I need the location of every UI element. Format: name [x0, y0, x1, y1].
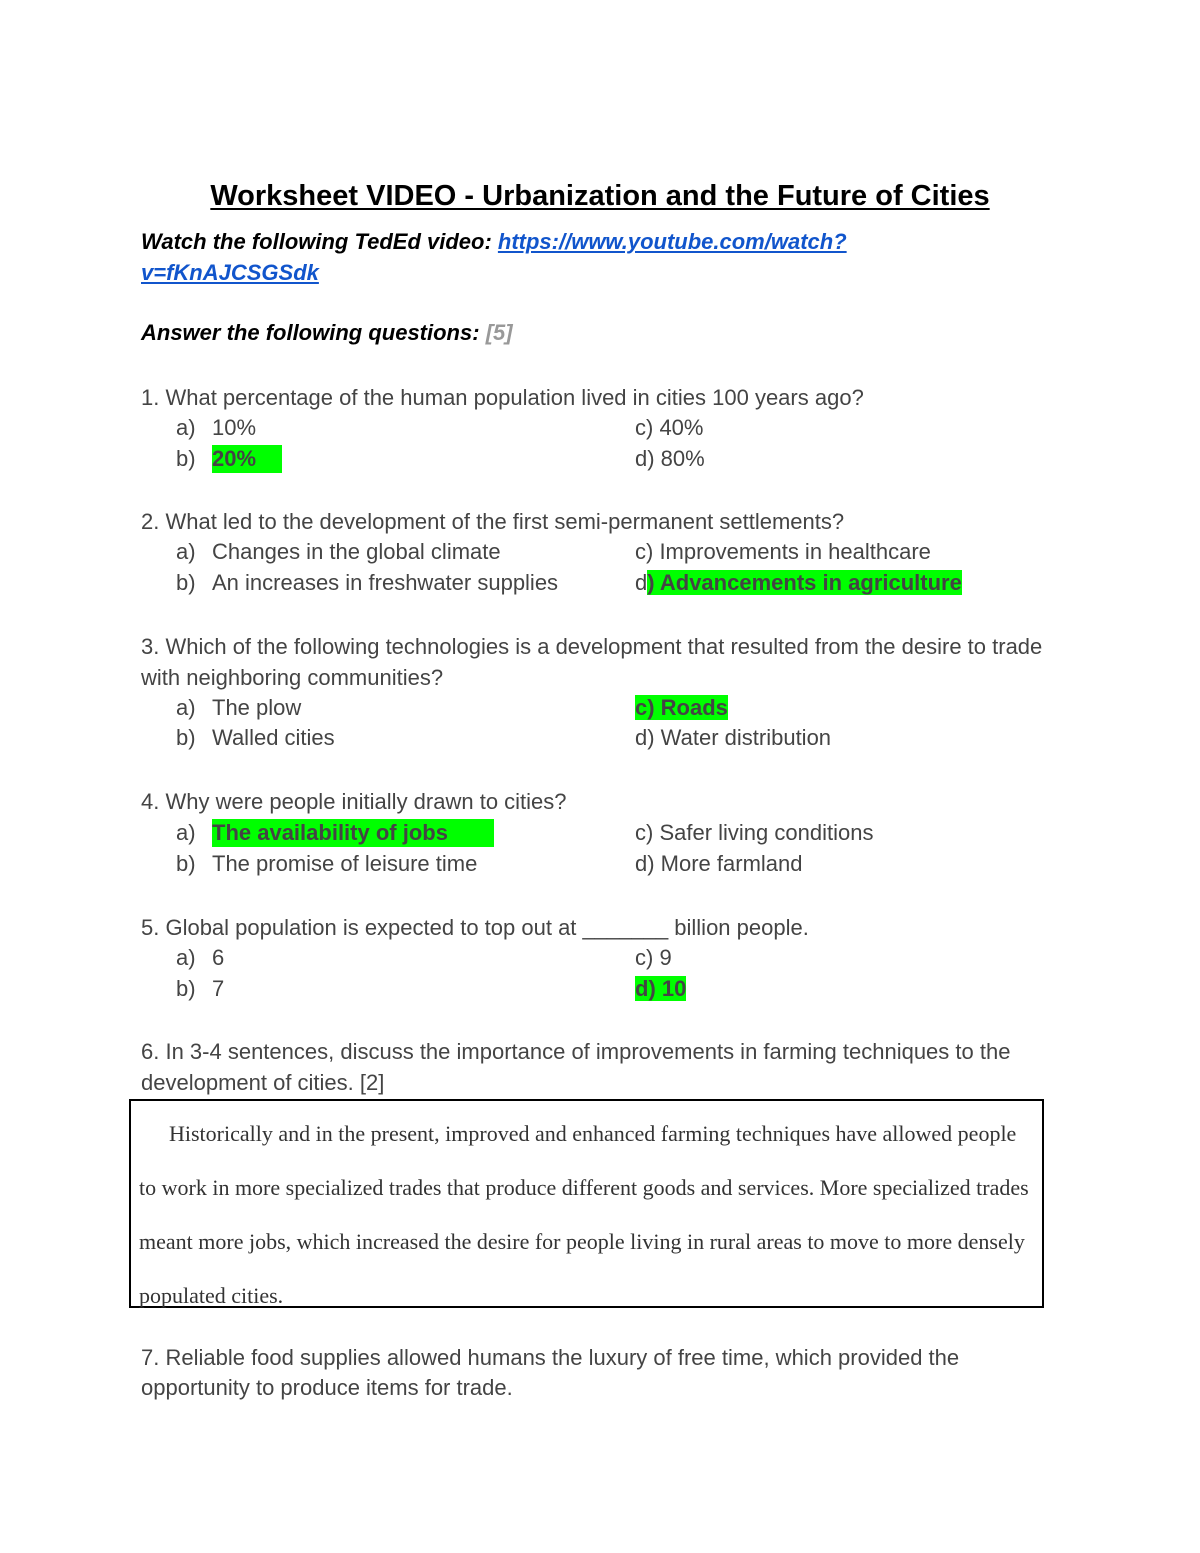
q5-answer-highlight: d) 10: [635, 976, 687, 1001]
q1-answer-highlight: 20%: [212, 445, 282, 473]
q4-option-a: a) The availability of jobs: [176, 819, 494, 847]
q5-option-b: b) 7: [176, 976, 225, 1001]
q5-option-d: [635, 975, 686, 1003]
page-title: Worksheet VIDEO - Urbanization and the Future of Cities: [210, 180, 990, 212]
question-7-text: 7. Reliable food supplies allowed humans the luxury of free time, which provided the opportunity to produce items for trade.: [141, 1345, 960, 1400]
q3-option-b: b) Walled cities: [176, 725, 335, 750]
q2-option-c: c) Improvements in healthcare: [635, 539, 931, 564]
question-6-text: 6. In 3-4 sentences, discuss the importance of improvements in farming techniques to the development of cities. [2]: [141, 1039, 1011, 1095]
q2-answer-highlight: ) Advancements in agriculture: [647, 570, 962, 595]
q2-option-a: a) Changes in the global climate: [176, 539, 501, 564]
q5-option-a: a) 6: [176, 945, 225, 970]
answer-box: [129, 1099, 1044, 1308]
question-1-text: 1. What percentage of the human population lived in cities 100 years ago?: [141, 385, 864, 410]
q5-option-c: c) 9: [635, 945, 672, 970]
answer-6-text: Historically and in the present, improved and enhanced farming techniques have allowed people to work in more specialized trades that produce different goods and services. More specialized trades meant more jobs, which increased the desire for people living in rural areas to move to more densely populated cities.: [139, 1121, 1029, 1308]
q3-option-a: a) The plow: [176, 695, 302, 720]
question-2-text: 2. What led to the development of the first semi-permanent settlements?: [141, 509, 845, 534]
q3-option-c: [635, 694, 728, 722]
q3-answer-highlight: c) Roads: [635, 695, 728, 720]
q4-option-c: c) Safer living conditions: [635, 820, 874, 845]
q1-option-d: d) 80%: [635, 446, 705, 471]
video-instructions-label: Watch the following TedEd video:: [141, 229, 498, 254]
questions-instructions: [141, 320, 513, 346]
points-label: [5]: [485, 320, 513, 345]
q1-option-a: a) 10%: [176, 415, 257, 440]
q1-option-c: c) 40%: [635, 415, 704, 440]
q4-option-d: d) More farmland: [635, 851, 803, 876]
video-link[interactable]: https://www.youtube.com/watch? v=fKnAJCSGSdk: [141, 229, 847, 285]
question-3-text: 3. Which of the following technologies is a development that resulted from the desire to trade with neighboring communities?: [141, 634, 1043, 690]
q4-answer-highlight: The availability of jobs: [212, 819, 494, 847]
q4-option-b: b) The promise of leisure time: [176, 851, 478, 876]
questions-instructions-label: Answer the following questions:: [141, 320, 486, 345]
question-5-text: 5. Global population is expected to top out at _______ billion people.: [141, 915, 809, 940]
video-instructions: [141, 226, 921, 288]
question-4-text: 4. Why were people initially drawn to cities?: [141, 789, 567, 814]
q1-option-b: b) 20%: [176, 445, 282, 473]
q3-option-d: d) Water distribution: [635, 725, 832, 750]
q2-option-b: b) An increases in freshwater supplies: [176, 570, 559, 595]
q2-option-d: d) Advancements in agriculture: [635, 570, 962, 595]
